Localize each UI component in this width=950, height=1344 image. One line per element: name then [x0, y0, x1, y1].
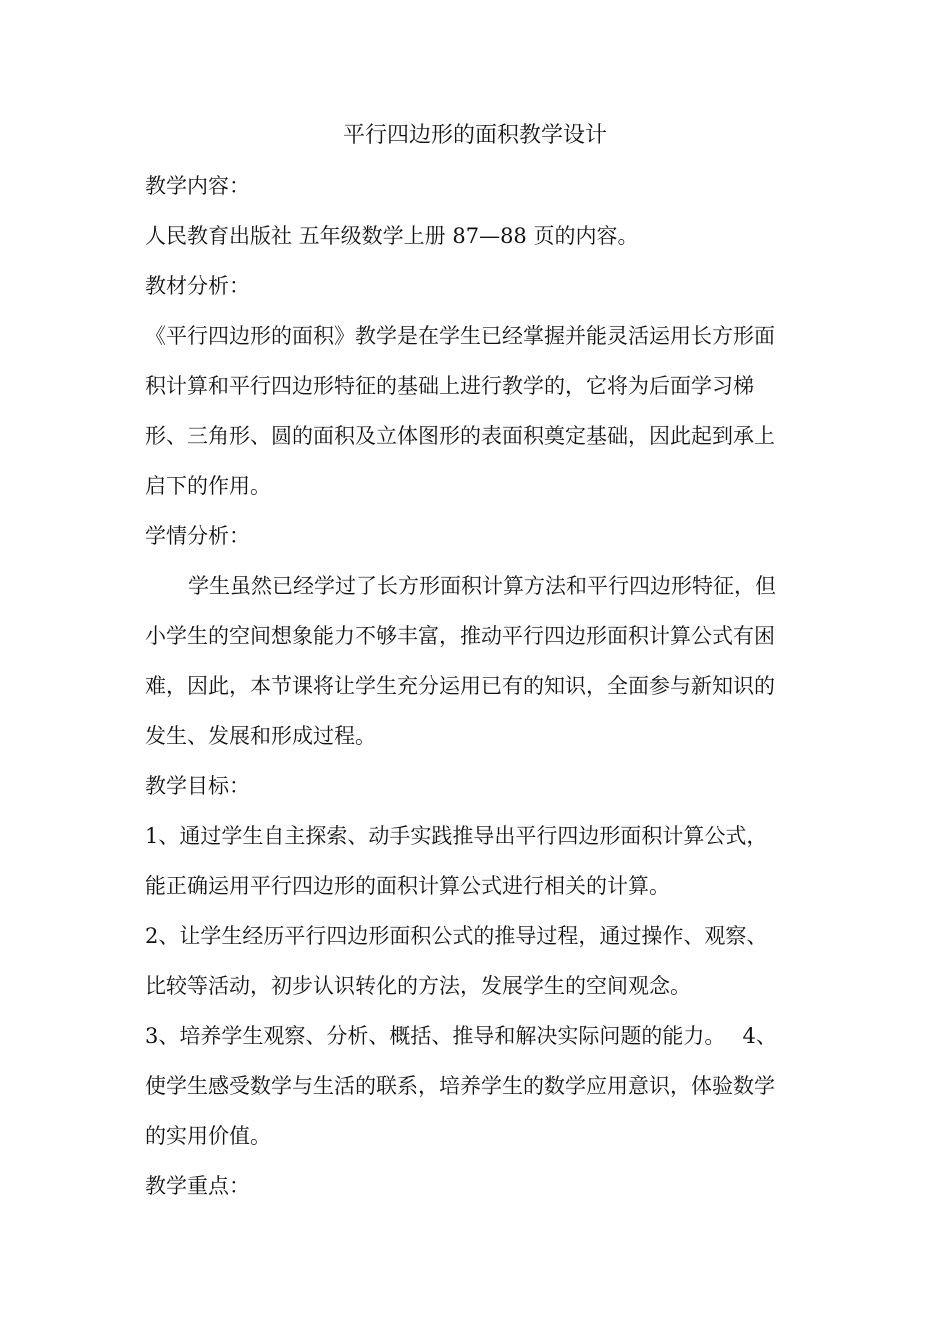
content-line-1: 人民教育出版社 五年级数学上册 87—88 页的内容。: [145, 224, 639, 248]
objectives-line-6: 使学生感受数学与生活的联系，培养学生的数学应用意识，体验数学: [145, 1074, 775, 1098]
student-analysis-line-2: 小学生的空间想象能力不够丰富，推动平行四边形面积计算公式有困: [145, 624, 775, 648]
objectives-line-7: 的实用价值。: [145, 1124, 271, 1148]
objectives-line-2: 能正确运用平行四边形的面积计算公式进行相关的计算。: [145, 874, 670, 898]
heading-material-analysis: 教材分析：: [145, 274, 250, 298]
objectives-line-3: 2、让学生经历平行四边形面积公式的推导过程，通过操作、观察、: [145, 924, 768, 948]
heading-student-analysis: 学情分析：: [145, 524, 250, 548]
objectives-line-1: 1、通过学生自主探索、动手实践推导出平行四边形面积计算公式，: [145, 824, 768, 848]
document-title: 平行四边形的面积教学设计: [342, 123, 607, 148]
heading-key-points: 教学重点：: [145, 1174, 250, 1198]
material-analysis-line-1: 《平行四边形的面积》教学是在学生已经掌握并能灵活运用长方形面: [145, 324, 775, 348]
heading-objectives: 教学目标：: [145, 774, 250, 798]
student-analysis-line-3: 难，因此，本节课将让学生充分运用已有的知识，全面参与新知识的: [145, 674, 775, 698]
student-analysis-line-1: 学生虽然已经学过了长方形面积计算方法和平行四边形特征，但: [188, 574, 776, 598]
material-analysis-line-4: 启下的作用。: [145, 474, 271, 498]
student-analysis-line-4: 发生、发展和形成过程。: [145, 724, 376, 748]
material-analysis-line-3: 形、三角形、圆的面积及立体图形的表面积奠定基础，因此起到承上: [145, 424, 775, 448]
heading-teaching-content: 教学内容：: [145, 174, 250, 198]
material-analysis-line-2: 积计算和平行四边形特征的基础上进行教学的，它将为后面学习梯: [145, 374, 754, 398]
objectives-line-4: 比较等活动，初步认识转化的方法，发展学生的空间观念。: [145, 974, 691, 998]
objectives-line-5: 3、培养学生观察、分析、概括、推导和解决实际问题的能力。 4、: [145, 1024, 777, 1048]
